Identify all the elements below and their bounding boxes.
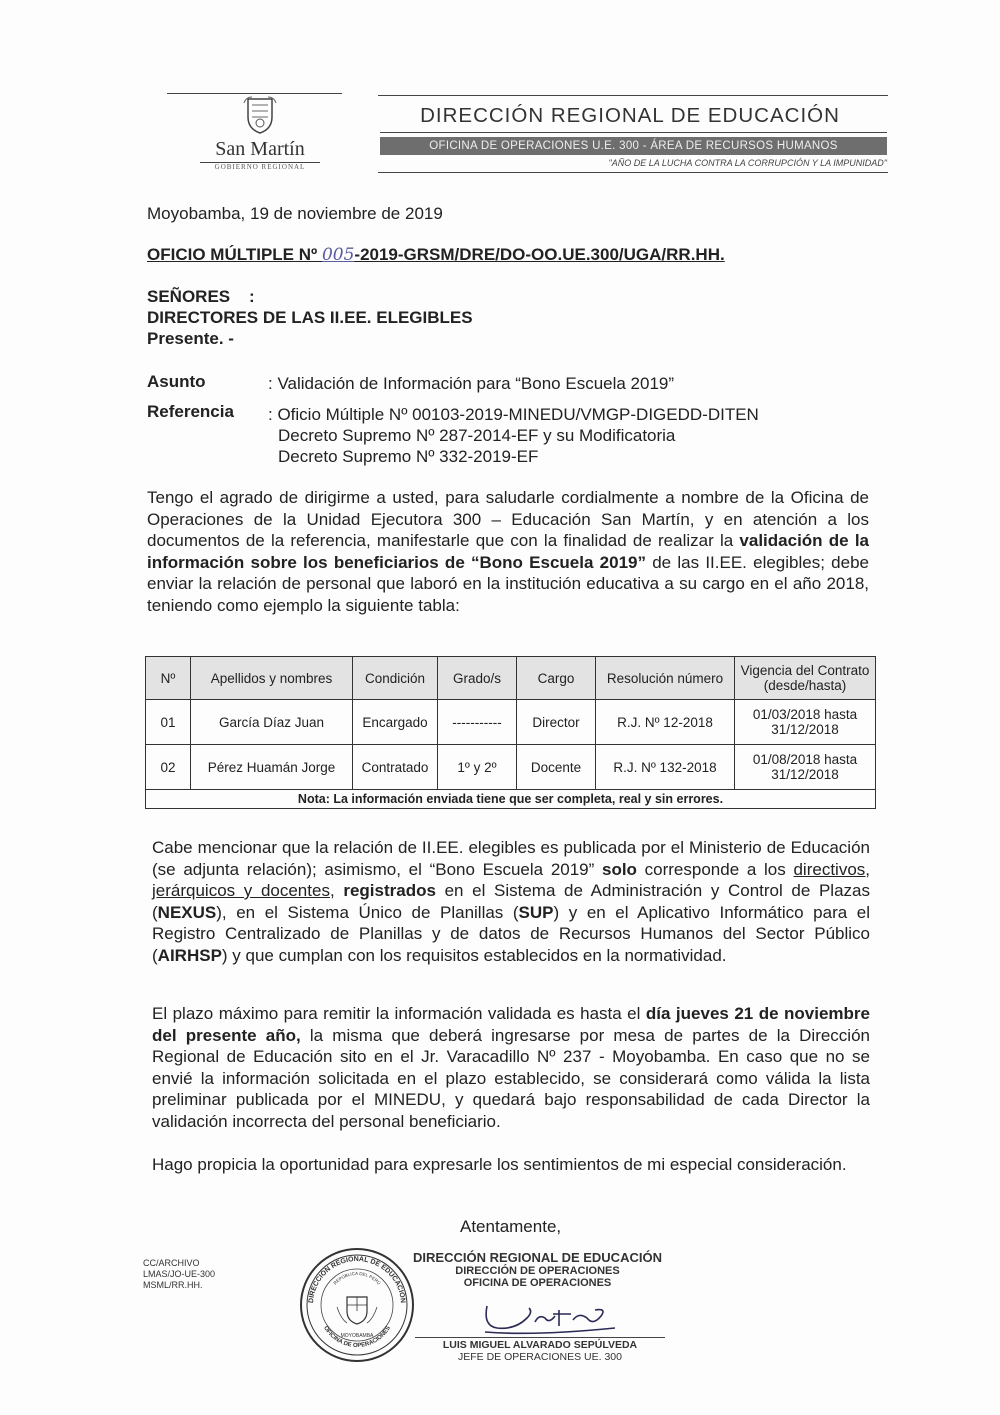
referencia-line-2: Decreto Supremo Nº 287-2014-EF y su Modificatoria	[278, 426, 676, 445]
signatory-title: JEFE DE OPERACIONES UE. 300	[458, 1351, 622, 1363]
header-band: OFICINA DE OPERACIONES U.E. 300 - ÁREA DE RECURSOS HUMANOS	[380, 137, 887, 155]
seal-top-text: DIRECCIÓN REGIONAL DE EDUCACIÓN	[307, 1255, 407, 1304]
col-header-position: Cargo	[517, 657, 596, 700]
col-header-resolution: Resolución número	[596, 657, 735, 700]
table-cell: 02	[146, 745, 191, 790]
referencia-label: Referencia	[147, 402, 234, 421]
asunto-label: Asunto	[147, 372, 206, 391]
header-title-underline	[380, 132, 887, 133]
oficio-handwritten-number: 005	[321, 245, 355, 265]
table-cell: 01/03/2018 hasta 31/12/2018	[735, 700, 876, 745]
table-cell: 01	[146, 700, 191, 745]
header-rule-bottom	[378, 172, 888, 173]
paragraph-deadline: El plazo máximo para remitir la información validada es hasta el día jueves 21 de noviembre del presente año, la misma que deberá ingresarse por mesa de partes de la Dirección Regional de Educación sito en el Jr. Varacadillo Nº 237 - Moyobamba. En caso que no se envié la información solicitada en el plazo establecido, se considerará como válida la lista preliminar publicada por el MINEDU, y quedará bajo responsabilidad de cada Director la validación incorrecta del personal beneficiario.	[152, 1004, 870, 1131]
table-cell: 1º y 2º	[438, 745, 517, 790]
oficio-prefix: OFICIO MÚLTIPLE Nº	[147, 245, 322, 264]
oficio-number	[147, 245, 725, 265]
cc-line: LMAS/JO-UE-300	[143, 1269, 216, 1279]
recipient-line-2: DIRECTORES DE LAS II.EE. ELEGIBLES	[147, 308, 473, 327]
signature-block-heading	[405, 1250, 670, 1289]
seal-city: MOYOBAMBA	[340, 1333, 374, 1339]
table-cell: Pérez Huamán Jorge	[191, 745, 353, 790]
logo-subtitle: GOBIERNO REGIONAL	[214, 163, 306, 171]
seal-inner-text: REPÚBLICA DEL PERÚ	[332, 1270, 382, 1286]
table-cell: -----------	[438, 700, 517, 745]
signatory	[415, 1337, 665, 1363]
oficio-suffix: -2019-GRSM/DRE/DO-OO.UE.300/UGA/RR.HH.	[354, 245, 725, 264]
logo-name: San Martín	[215, 138, 305, 160]
header-title: DIRECCIÓN REGIONAL DE EDUCACIÓN	[420, 104, 840, 127]
referencia-line-1: : Oficio Múltiple Nº 00103-2019-MINEDU/VMGP-DIGEDD-DITEN	[268, 405, 759, 424]
col-header-condition: Condición	[353, 657, 438, 700]
cc-list	[143, 1258, 215, 1291]
referencia-line-3: Decreto Supremo Nº 332-2019-EF	[278, 447, 539, 466]
header-rule-right-top	[378, 95, 888, 96]
handwritten-signature-icon	[475, 1292, 625, 1337]
header-motto: "AÑO DE LA LUCHA CONTRA LA CORRUPCIÓN Y LA IMPUNIDAD"	[608, 158, 887, 168]
recipient-block	[147, 286, 473, 349]
table-cell: Docente	[517, 745, 596, 790]
table-header-row	[146, 657, 876, 700]
closing-salutation: Atentamente,	[460, 1217, 562, 1236]
signatory-name: LUIS MIGUEL ALVARADO SEPÚLVEDA	[442, 1339, 638, 1351]
table-note: Nota: La información enviada tiene que ser completa, real y sin errores.	[146, 790, 876, 809]
cc-line: MSML/RR.HH.	[143, 1280, 203, 1290]
regional-logo	[195, 95, 325, 171]
col-header-grade: Grado/s	[438, 657, 517, 700]
table-row	[146, 700, 876, 745]
sig-direction: DIRECCIÓN DE OPERACIONES	[455, 1265, 620, 1277]
table-cell: R.J. Nº 12-2018	[596, 700, 735, 745]
place-date: Moyobamba, 19 de noviembre de 2019	[147, 204, 443, 223]
paragraph-intro: Tengo el agrado de dirigirme a usted, para saludarle cordialmente a nombre de la Oficina de Operaciones de la Unidad Ejecutora 300 – Educación San Martín, y en atención a los documentos de la referencia, manifestarle que con la finalidad de realizar la validación de la información sobre los beneficiarios de “Bono Escuela 2019” de las II.EE. elegibles; debe enviar la relación de personal que laboró en la institución educativa a su cargo en el año 2018, teniendo como ejemplo la siguiente tabla:	[147, 488, 870, 615]
header-rule-left-top	[167, 93, 342, 94]
col-header-no: Nº	[146, 657, 191, 700]
cc-line: CC/ARCHIVO	[143, 1258, 200, 1268]
coat-of-arms-icon	[242, 95, 278, 135]
table-row	[146, 745, 876, 790]
table-cell: Encargado	[353, 700, 438, 745]
table-cell: R.J. Nº 132-2018	[596, 745, 735, 790]
paragraph-eligibility: Cabe mencionar que la relación de II.EE. elegibles es publicada por el Ministerio de Educación (se adjunta relación); asimismo, el “Bono Escuela 2019” solo corresponde a los directivos, jerárquicos y docentes, registrados en el Sistema de Administración y Control de Plazas (NEXUS), en el Sistema Único de Planillas (SUP) y en el Aplicativo Informático para el Registro Centralizado de Planillas y de datos de Recursos Humanos del Sector Público (AIRHSP) y que cumplan con los requisitos establecidos en la normatividad.	[152, 838, 870, 965]
svg-text:DIRECCIÓN REGIONAL DE EDUCACIÓ	[308, 1256, 408, 1303]
official-seal-icon	[297, 1245, 417, 1365]
table-cell: Contratado	[353, 745, 438, 790]
paragraph-closing: Hago propicia la oportunidad para expresarle los sentimientos de mi especial consideración.	[152, 1155, 847, 1174]
sig-office: OFICINA DE OPERACIONES	[463, 1277, 612, 1289]
recipient-line-3: Presente. -	[147, 329, 234, 348]
sig-institution: DIRECCIÓN REGIONAL DE EDUCACIÓN	[413, 1250, 662, 1265]
recipient-line-1: SEÑORES :	[147, 287, 255, 306]
asunto-text: : Validación de Información para “Bono Escuela 2019”	[268, 374, 675, 393]
table-cell: Director	[517, 700, 596, 745]
example-table	[145, 656, 876, 809]
col-header-validity: Vigencia del Contrato (desde/hasta)	[735, 657, 876, 700]
col-header-name: Apellidos y nombres	[191, 657, 353, 700]
table-cell: García Díaz Juan	[191, 700, 353, 745]
table-cell: 01/08/2018 hasta 31/12/2018	[735, 745, 876, 790]
seal-bottom-text: OFICINA DE OPERACIONES	[322, 1325, 392, 1350]
logo-divider	[200, 162, 320, 163]
table-note-row	[146, 790, 876, 809]
